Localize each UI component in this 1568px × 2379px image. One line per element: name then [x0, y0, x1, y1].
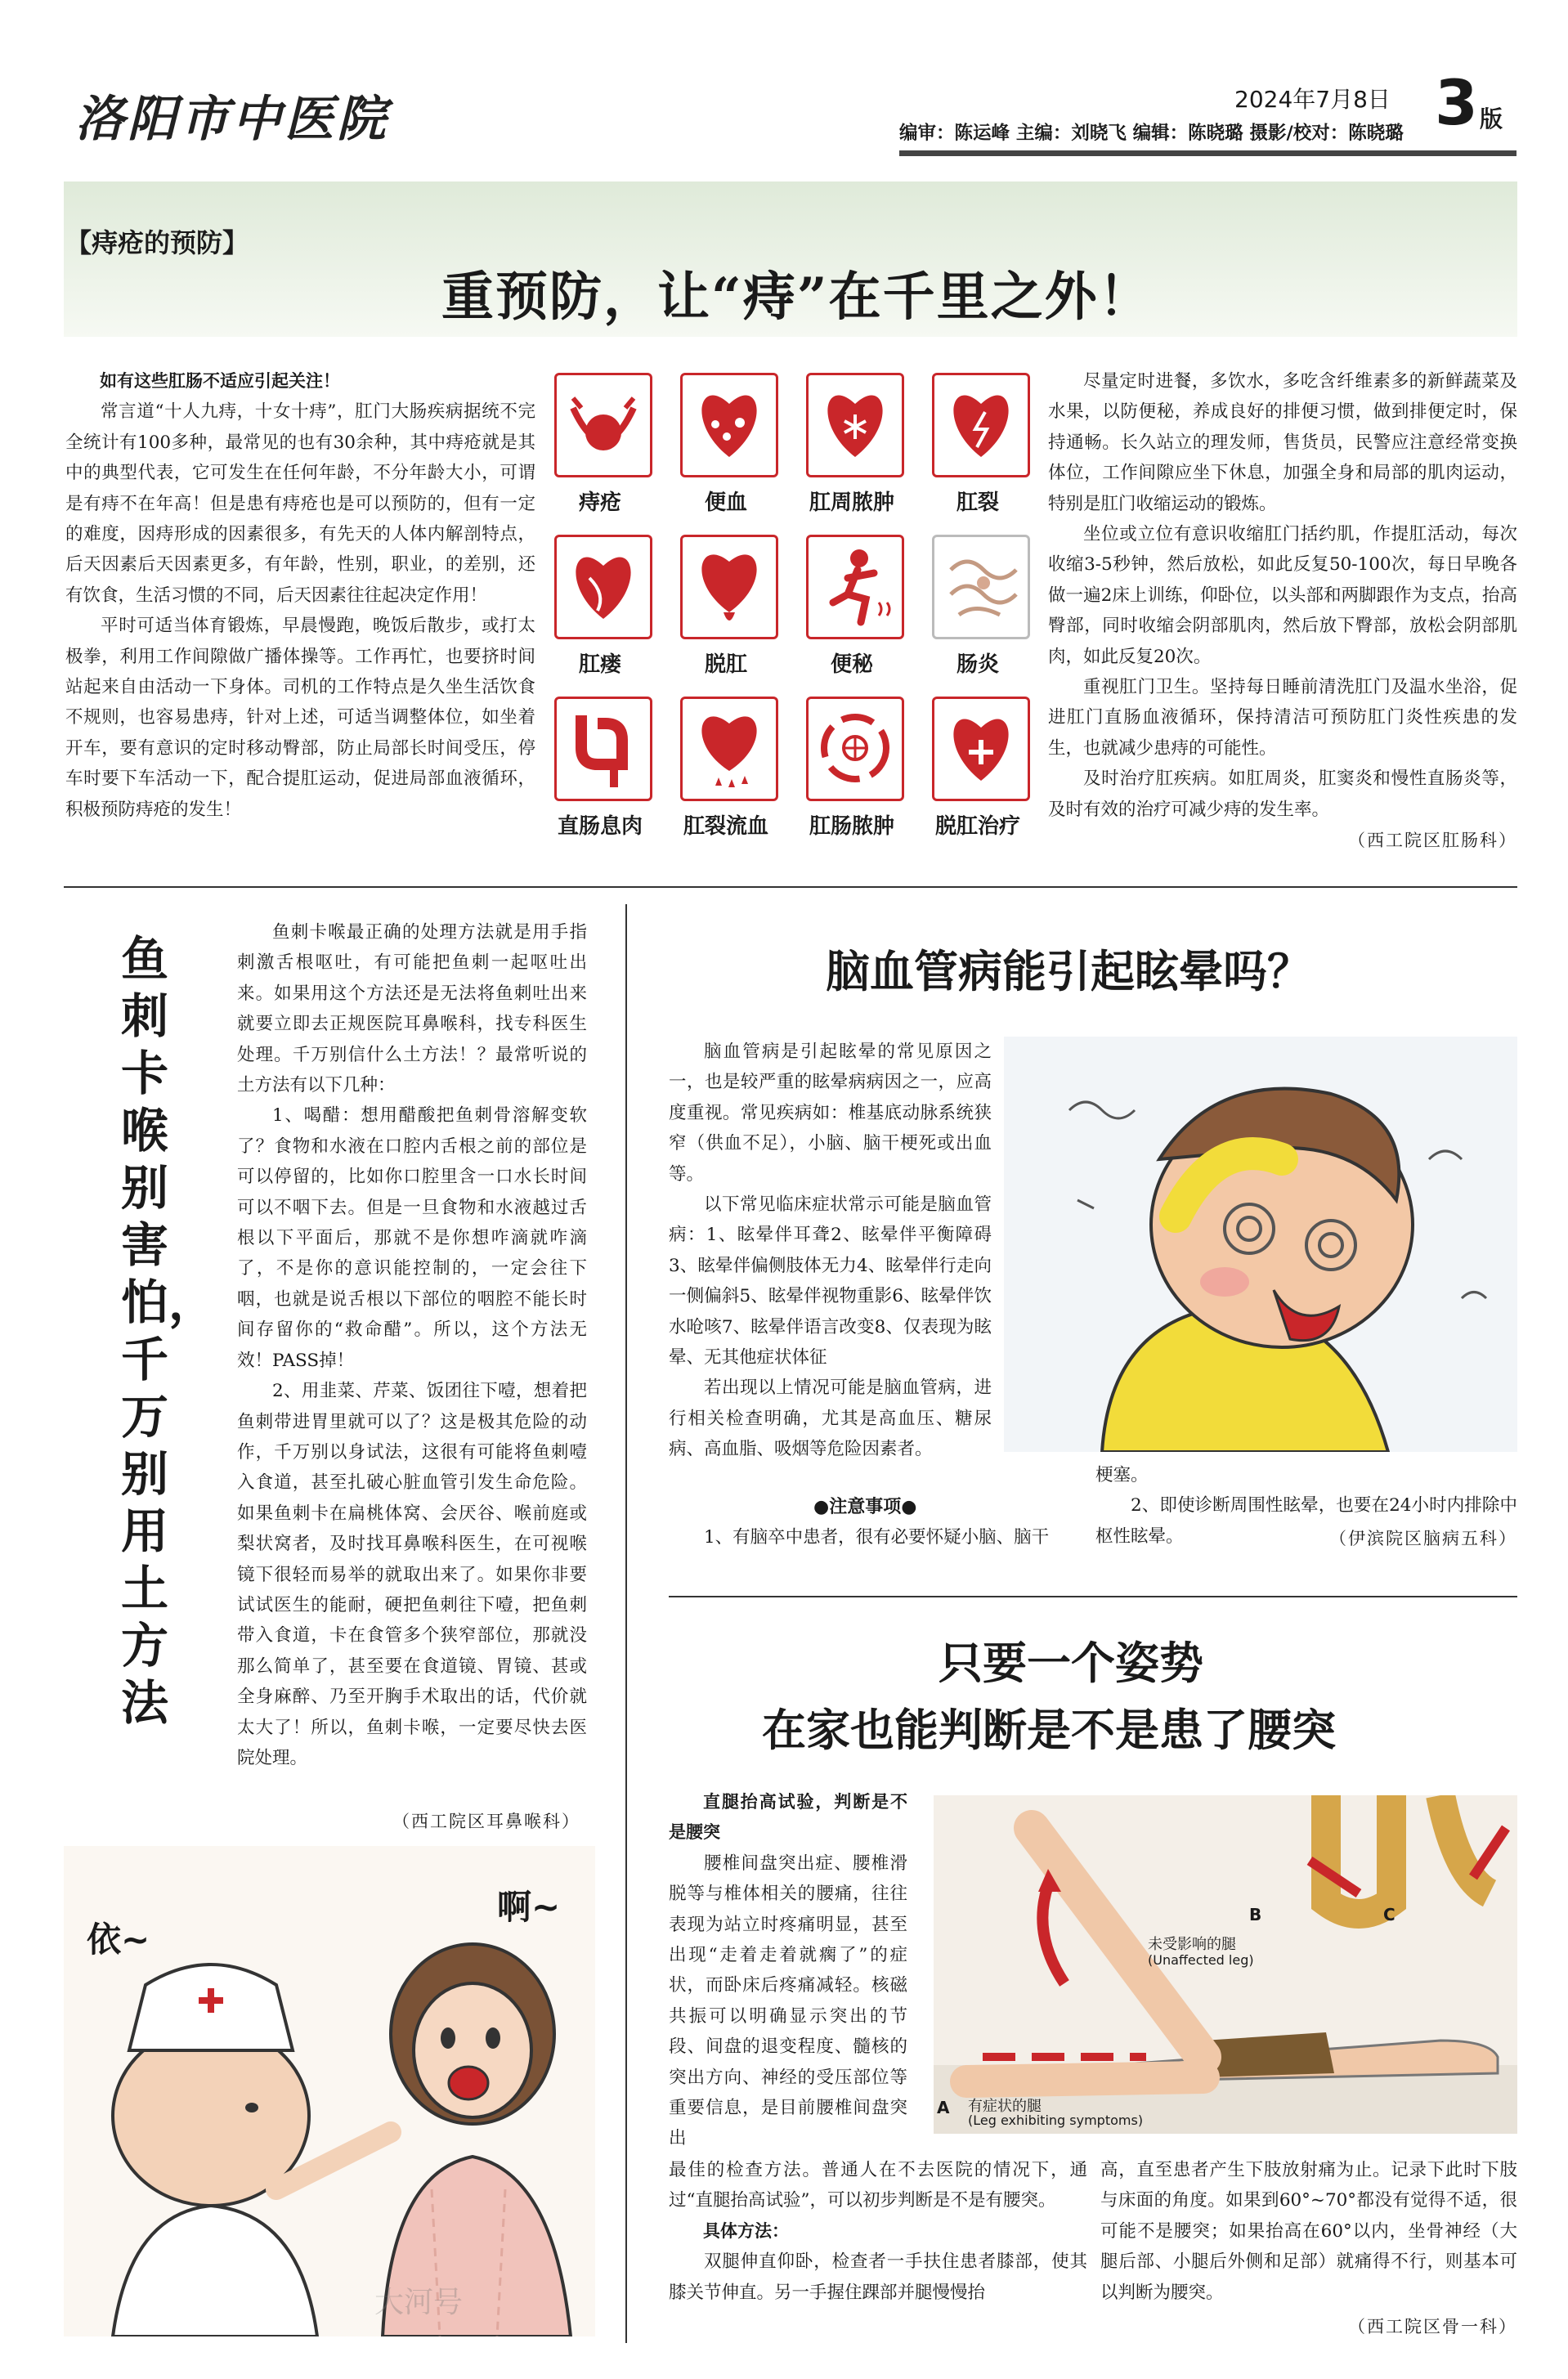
figure-label-b: B [1249, 1905, 1262, 1924]
article3-paragraph: 以下常见临床症状常示可能是脑血管病：1、眩晕伴耳聋2、眩晕伴平衡障碍3、眩晕伴偏侧肢体无力4、眩晕伴行走向一侧偏斜5、眩晕伴视物重影6、眩晕伴饮水呛咳7、眩晕伴语言改变8、仅表现为眩晕、无其他症状体征 [669, 1194, 992, 1369]
figure-label-c: C [1383, 1905, 1396, 1924]
anal-fistula-icon [554, 535, 652, 639]
article3-paragraph: 若出现以上情况可能是脑血管病，进行相关检查明确，尤其是高血压、糖尿病、高血脂、吸烟等危险因素者。 [669, 1378, 992, 1460]
rectal-polyp-icon [554, 697, 652, 801]
article2-paragraph: 鱼刺卡喉最正确的处理方法就是用手指刺激舌根呕吐，有可能把鱼刺一起呕吐出来。如果用这个方法还是无法将鱼刺吐出来就要立即去正规医院耳鼻喉科，找专科医生处理。千万别信什么土方法！？最常听说的土方法有以下几种： [237, 922, 587, 1096]
article4-wide-right [1100, 2155, 1517, 2308]
icon-label: 肠炎 [956, 652, 999, 677]
article1-tag: 【痔疮的预防】 [65, 227, 249, 258]
icon-label: 肛裂 [956, 491, 999, 515]
article4-narrow-paragraph: 腰椎间盘突出症、腰椎滑脱等与椎体相关的腰痛，往往表现为站立时疼痛明显，甚至出现“走着走着就瘸了”的症状，而卧床后疼痛减轻。核磁共振可以明确显示突出的节段、间盘的退变程度、髓核的突出方向、神经的受压部位等重要信息，是目前腰椎间盘突出 [669, 1853, 907, 2149]
article2-title: 鱼刺卡喉别害怕，千万别用土方法 [121, 931, 217, 1731]
staff-line: 编审：陈运峰 主编：刘晓飞 编辑：陈晓璐 摄影/校对：陈晓璐 [899, 123, 1404, 144]
article3-notice-right-1: 梗塞。 [1095, 1465, 1149, 1485]
icon-label: 肛裂流血 [683, 814, 768, 839]
article1-right-paragraph: 重视肛门卫生。坚持每日睡前清洗肛门及温水坐浴，促进肛门直肠血液循环，保持清洁可预防肛门炎性疾患的发生，也就减少患痔的可能性。 [1048, 677, 1517, 759]
issue-date: 2024年7月8日 [1234, 86, 1391, 113]
icon-label: 直肠息肉 [557, 814, 643, 839]
perianal-abscess-icon [806, 373, 904, 477]
article4-narrow-column [669, 1787, 907, 2154]
article4-title-line2: 在家也能判断是不是患了腰突 [762, 1704, 1336, 1756]
figure-unaffected-cn: 未受影响的腿 [1148, 1936, 1236, 1953]
article3-paragraph: 脑血管病是引起眩晕的常见原因之一，也是较严重的眩晕病病因之一，应高度重视。常见疾病如：椎基底动脉系统狭窄（供血不足），小脑、脑干梗死或出血等。 [669, 1042, 992, 1185]
article1-subhead: 如有这些肛肠不适应引起关注！ [100, 371, 340, 391]
article4-method-title: 具体方法： [703, 2220, 789, 2241]
article4-subhead: 直腿抬高试验，判断是不是腰突 [669, 1792, 907, 1843]
article1-right-column [1048, 366, 1517, 825]
column-divider [625, 904, 627, 2343]
article1-right-paragraph: 坐位或立位有意识收缩肛门括约肌，作提肛活动，每次收缩3-5秒钟，然后放松，如此反复50-100次，每日早晚各做一遍2床上训练，仰卧位，以头部和两脚跟作为支点，抬高臀部，同时收缩会阴部肌肉，然后放下臀部，放松会阴部肌肉，如此反复20次。 [1048, 524, 1517, 667]
vertigo-illustration [1004, 1037, 1517, 1452]
article3-notice-left [669, 1522, 1077, 1552]
masthead-logo: 洛阳市中医院 [75, 91, 389, 148]
icon-label: 肛瘘 [578, 652, 621, 677]
hemorrhoid-icon [554, 373, 652, 477]
article1-right-paragraph: 及时治疗肛疾病。如肛周炎，肛窦炎和慢性直肠炎等，及时有效的治疗可减少痔的发生率。 [1048, 768, 1517, 820]
cartoon-watermark: 大河号 [374, 2286, 464, 2319]
article1-icon-grid [546, 370, 1037, 860]
icon-label: 肛肠脓肿 [809, 814, 894, 839]
anorectal-abscess-icon [806, 697, 904, 801]
icon-label: 便秘 [830, 652, 873, 677]
article1-left-paragraph: 常言道“十人九痔，十女十痔”，肛门大肠疾病据统不完全统计有100多种，最常见的也有30余种，其中痔疮就是其中的典型代表，它可发生在任何年龄，不分年龄大小，可谓是有痔不在年高！但是患有痔疮也是可以预防的，但有一定的难度，因痔形成的因素很多，有先天的人体内解剖特点，后天因素后天因素更多，有年龄，性别，职业，的差别，还有饮食，生活习惯的不同，后天因素往往起决定作用！ [65, 401, 535, 606]
icon-label: 肛周脓肿 [809, 491, 894, 515]
figure-unaffected-en: (Unaffected leg) [1148, 1952, 1254, 1968]
masthead-rule [899, 150, 1516, 156]
article3-title: 脑血管病能引起眩晕吗？ [826, 945, 1311, 997]
page-number: 3 [1435, 66, 1478, 139]
cartoon-speech-left: 依~ [87, 1920, 150, 1960]
article3-notice-right-2: 2、即使诊断周围性眩晕，也要在24小时内排除中枢性眩晕。 [1095, 1495, 1517, 1547]
article4-wide-left-text: 最佳的检查方法。普通人在不去医院的情况下，通过“直腿抬高试验”，可以初步判断是不是有腰突。 [669, 2160, 1087, 2211]
article4-wide-right-text: 高，直至患者产生下肢放射痛为止。记录下此时下肢与床面的角度。如果到60°~70°都没有觉得不适，很可能不是腰突；如果抬高在60°以内，坐骨神经（大腿后部、小腿后外侧和足部）就痛得不行，则基本可以判断为腰突。 [1100, 2160, 1517, 2303]
article3-body [669, 1037, 992, 1465]
article1-right-paragraph: 尽量定时进餐，多饮水，多吃含纤维素多的新鲜蔬菜及水果，以防便秘，养成良好的排便习惯，做到排便定时，保持通畅。长久站立的理发师，售货员，民警应注意经常变换体位，工作间隙应坐下休息，加强全身和局部的肌肉运动，特别是肛门收缩运动的锻炼。 [1048, 371, 1517, 514]
article3-notice-title: ●注意事项● [813, 1497, 917, 1517]
icon-label: 脱肛治疗 [934, 814, 1020, 839]
figure-affected-en: (Leg exhibiting symptoms) [968, 2112, 1144, 2128]
fishbone-cartoon [64, 1846, 595, 2336]
article4-title-line1: 只要一个姿势 [939, 1637, 1203, 1689]
section-divider-top [64, 886, 1517, 888]
article2-credit: （西工院区耳鼻喉科） [392, 1812, 580, 1831]
article4-wide-left [669, 2155, 1087, 2308]
article1-left-paragraph: 平时可适当体育锻炼，早晨慢跑，晚饭后散步，或打太极拳，利用工作间隙做广播体操等。工作再忙，也要挤时间站起来自由活动一下身体。司机的工作特点是久坐生活饮食不规则，也容易患痔，针对上述，可适当调整体位，如坐着开车，要有意识的定时移动臀部，防止局部长时间受压，停车时要下车活动一下，配合提肛运动，促进局部血液循环，积极预防痔疮的发生！ [65, 616, 535, 820]
figure-label-a: A [937, 2098, 950, 2117]
icon-label: 便血 [704, 491, 747, 515]
prolapse-treatment-icon [932, 697, 1030, 801]
article2-paragraph: 1、喝醋：想用醋酸把鱼刺骨溶解变软了？食物和水液在口腔内舌根之前的部位是可以停留的，比如你口腔里含一口水长时间可以不咽下去。但是一旦食物和水液越过舌根以下平面后，那就不是你想咋滴就咋滴了，不是你的意识能控制的，一定会往下咽，也就是说舌根以下部位的咽腔不能长时间存留你的“救命醋”。所以，这个方法无效！PASS掉！ [237, 1105, 587, 1371]
prolapse-icon [680, 535, 778, 639]
article4-credit: （西工院区骨一科） [1348, 2317, 1517, 2336]
blood-stool-icon [680, 373, 778, 477]
cartoon-speech-right: 啊~ [497, 1887, 561, 1927]
enteritis-icon [932, 535, 1030, 639]
section-divider-right [669, 1596, 1517, 1597]
page-suffix: 版 [1480, 105, 1503, 132]
constipation-icon [806, 535, 904, 639]
article3-notice-left-text: 1、有脑卒中患者，很有必要怀疑小脑、脑干 [704, 1527, 1050, 1548]
article1-left-column [65, 366, 535, 825]
icon-label: 痔疮 [578, 491, 621, 515]
article1-credit: （西工院区肛肠科） [1348, 831, 1517, 850]
article1-title: 重预防，让“痔”在千里之外！ [441, 267, 1153, 328]
article3-credit: （伊滨院区脑病五科） [1329, 1529, 1517, 1548]
straight-leg-figure [934, 1795, 1517, 2134]
article4-method-text: 双腿伸直仰卧，检查者一手扶住患者膝部，使其膝关节伸直。另一手握住踝部并腿慢慢抬 [669, 2251, 1087, 2303]
article2-paragraph: 2、用韭菜、芹菜、饭团往下噎，想着把鱼刺带进胃里就可以了？这是极其危险的动作，千万别以身试法，这很有可能将鱼刺噎入食道，甚至扎破心脏血管引发生命危险。如果鱼刺卡在扁桃体窝、会厌谷、喉前庭或梨状窝者，及时找耳鼻喉科医生，在可视喉镜下很轻而易举的就取出来了。如果你非要试试医生的能耐，硬把鱼刺往下噎，把鱼刺带入食道，卡在食管多个狭窄部位，那就没那么简单了，甚至要在食道镜、胃镜、甚或全身麻醉、乃至开胸手术取出的话，代价就太大了！所以，鱼刺卡喉，一定要尽快去医院处理。 [237, 1381, 587, 1768]
anal-fissure-icon [932, 373, 1030, 477]
figure-affected-cn: 有症状的腿 [968, 2098, 1042, 2115]
icon-label: 脱肛 [704, 652, 747, 677]
fissure-bleeding-icon [680, 697, 778, 801]
article2-body [237, 917, 587, 1773]
